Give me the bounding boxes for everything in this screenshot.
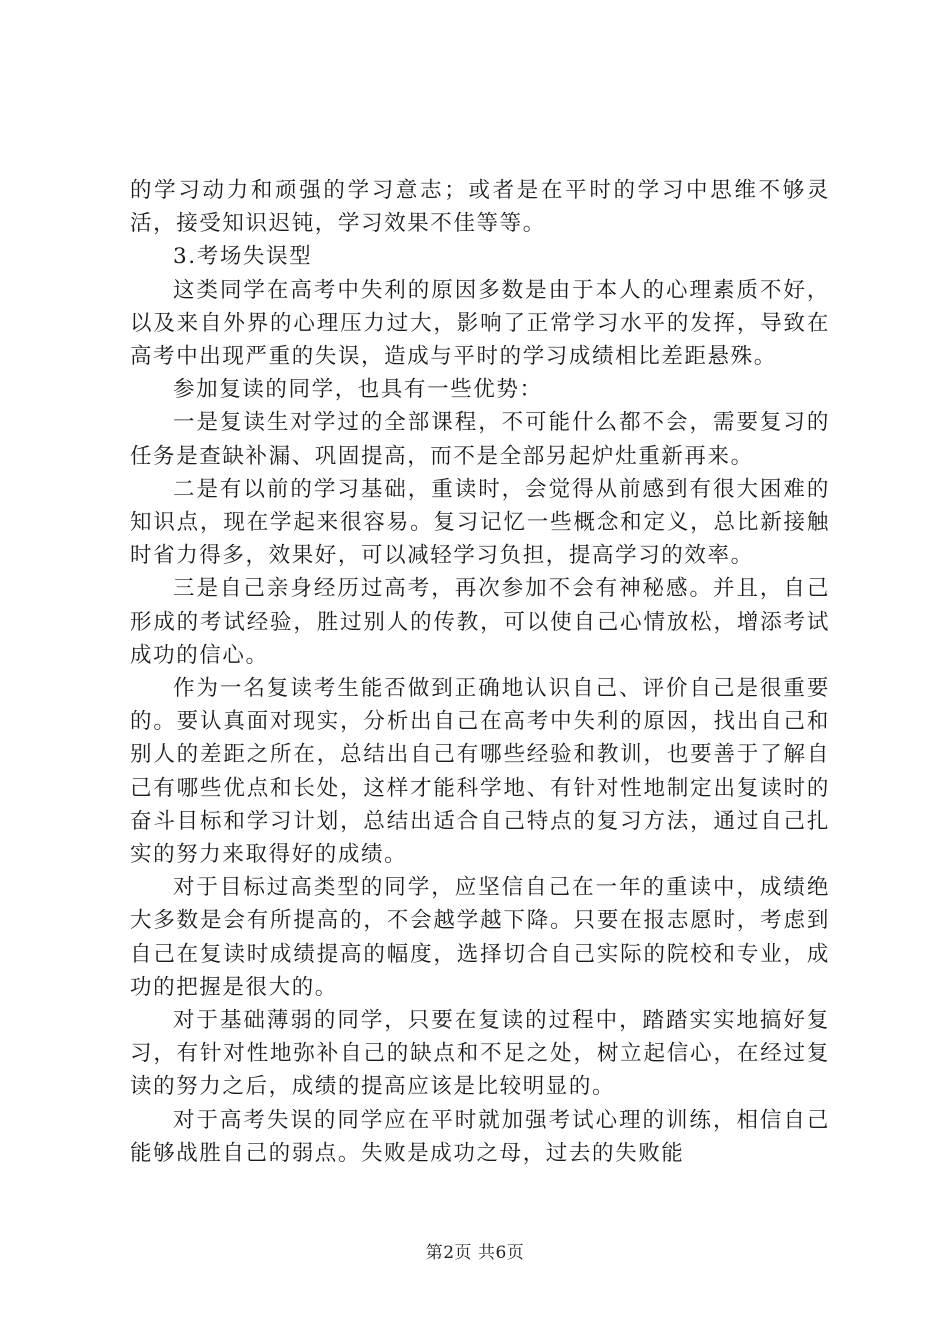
paragraph-4: 参加复读的同学，也具有一些优势： (173, 377, 543, 403)
paragraph-11: 对于高考失误的同学应在平时就加强考试心理的训练，相信自己能够战胜自己的弱点。失败是成功之母，过去的失败能 (130, 1107, 830, 1166)
paragraph-7: 三是自己亲身经历过高考，再次参加不会有神秘感。并且，自己形成的考试经验，胜过别人的传教，可以使自己心情放松，增添考试成功的信心。 (130, 576, 830, 668)
paragraph-1: 的学习动力和顽强的学习意志；或者是在平时的学习中思维不够灵活，接受知识迟钝，学习效果不佳等等。 (130, 178, 830, 237)
page-footer: 第2页 共6页 (425, 1243, 525, 1263)
paragraph-3: 这类同学在高考中失利的原因多数是由于本人的心理素质不好，以及来自外界的心理压力过大，影响了正常学习水平的发挥，导致在高考中出现严重的失误，造成与平时的学习成绩相比差距悬殊。 (130, 277, 830, 370)
paragraph-9: 对于目标过高类型的同学，应坚信自己在一年的重读中，成绩绝大多数是会有所提高的，不会越学越下降。只要在报志愿时，考虑到自己在复读时成绩提高的幅度，选择切合自己实际的院校和专业，成功的把握是很大的。 (130, 875, 830, 1000)
document-body (130, 174, 830, 1170)
paragraph-6: 二是有以前的学习基础，重读时，会觉得从前感到有很大困难的知识点，现在学起来很容易。复习记忆一些概念和定义，总比新接触时省力得多，效果好，可以减轻学习负担，提高学习的效率。 (130, 476, 830, 569)
paragraph-8: 作为一名复读考生能否做到正确地认识自己、评价自己是很重要的。要认真面对现实，分析出自己在高考中失利的原因，找出自己和别人的差距之所在，总结出自己有哪些经验和教训，也要善于了解自己有哪些优点和长处，这样才能科学地、有针对性地制定出复读时的奋斗目标和学习计划，总结出适合自己特点的复习方法，通过自己扎实的努力来取得好的成绩。 (130, 676, 830, 868)
paragraph-10: 对于基础薄弱的同学，只要在复读的过程中，踏踏实实地搞好复习，有针对性地弥补自己的缺点和不足之处，树立起信心，在经过复读的努力之后，成绩的提高应该是比较明显的。 (130, 1008, 830, 1100)
paragraph-5: 一是复读生对学过的全部课程，不可能什么都不会，需要复习的任务是查缺补漏、巩固提高，而不是全部另起炉灶重新再来。 (130, 410, 830, 469)
section-heading-exam-mistake: 3.考场失误型 (173, 244, 313, 270)
